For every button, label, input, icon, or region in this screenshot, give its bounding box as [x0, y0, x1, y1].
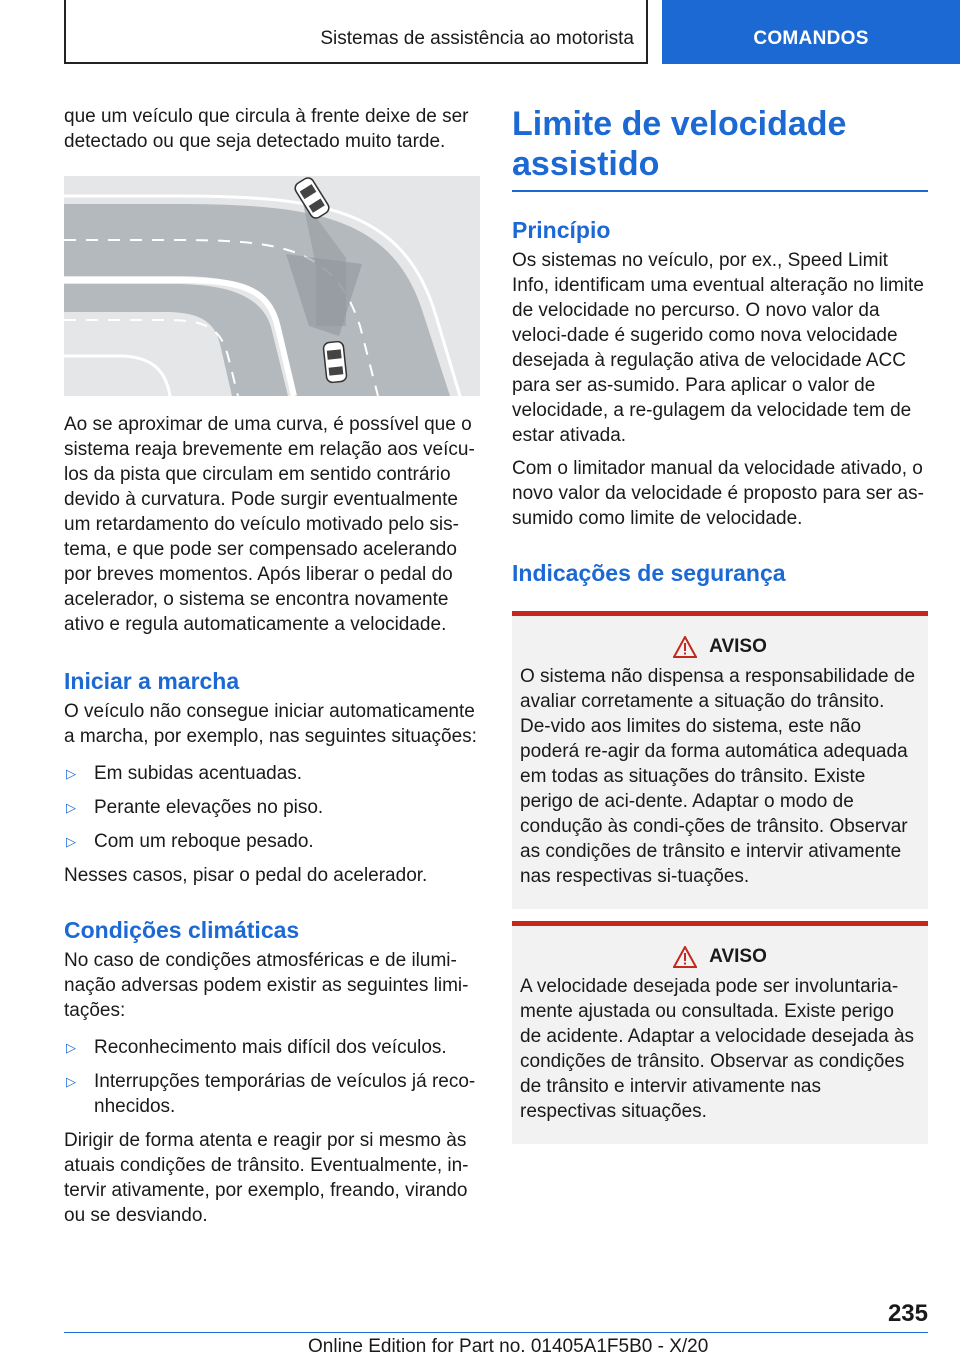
- warning-header: [520, 946, 920, 968]
- principle-heading: Princípio: [512, 217, 611, 243]
- warning-text: A velocidade desejada pode ser involuntaria-mente ajustada ou consultada. Existe perigo de acidente. Adaptar a velocidade desejada às condições de trânsito. Observar as condições de trânsito e intervir ativamente nas respectivas situações.: [520, 976, 915, 1122]
- warning-text: O sistema não dispensa a responsabilidade de avaliar corretamente a situação do trânsito. De-vido aos limites do sistema, este não poderá re-agir da forma automática adequada em todas as situações do trânsito. Existe perigo de aci-dente. Adaptar o modo de condução às condi-ções de trânsito. Observar as condições de trânsito e intervir ativamente nas respectivas si-tuações.: [520, 666, 916, 887]
- footer-divider: [64, 1332, 928, 1333]
- section-title: Limite de velocidade assistido: [512, 105, 847, 183]
- principle-text-1: Os sistemas no veículo, por ex., Speed Limit Info, identificam uma eventual alteração no limite de velocidade no percurso. O novo valor da veloci-dade é sugerido como nova velocidade desejada à regulação ativa de velocidade ACC para ser as-sumido. Para aplicar o valor de velocidade, a re-gulagem da velocidade tem de estar ativada.: [512, 250, 924, 446]
- list-item: ▷ Reconhecimento mais difícil dos veículos.: [66, 1037, 447, 1058]
- header-chapter-label: COMANDOS: [753, 28, 869, 49]
- left-column: [64, 104, 480, 1236]
- climate-after-text: Dirigir de forma atenta e reagir por si mesmo às atuais condições de trânsito. Eventualmente, in-tervir ativamente, por exemplo, freando, virando ou se desviando.: [64, 1130, 469, 1226]
- curve-text: Ao se aproximar de uma curva, é possível que o sistema reaja brevemente em relação aos veícu-los da pista que circulam em sentido contrário devido à curvatura. Pode surgir eventualmente um retardamento do veículo motivado pelo sis-tema, e que pode ser compensado acelerando por breves momentos. Após liberar o pedal do acelerador, o sistema se encontra novamente ativo e regula automaticamente a velocidade.: [64, 414, 475, 635]
- triangle-bullet-icon: ▷: [66, 1074, 76, 1089]
- climate-list: [64, 1035, 480, 1119]
- start-list: [64, 761, 480, 854]
- intro-text: que um veículo que circula à frente deixe de ser detectado ou que seja detectado muito tarde.: [64, 106, 469, 152]
- triangle-bullet-icon: ▷: [66, 800, 76, 815]
- footer-edition: Online Edition for Part no. 01405A1F5B0 - X/20: [308, 1336, 709, 1357]
- climate-text: No caso de condições atmosféricas e de ilumi-nação adversas podem existir as seguintes limi-tações:: [64, 950, 469, 1021]
- climate-heading: Condições climáticas: [64, 917, 300, 943]
- warning-header: [520, 636, 920, 658]
- triangle-bullet-icon: ▷: [66, 1040, 76, 1055]
- page-number: 235: [887, 1300, 928, 1327]
- safety-heading: Indicações de segurança: [512, 560, 786, 586]
- start-after-text: Nesses casos, pisar o pedal do acelerador.: [64, 865, 428, 886]
- list-item: ▷ Perante elevações no piso.: [66, 797, 324, 818]
- warning-label: AVISO: [709, 636, 767, 657]
- principle-text-2: Com o limitador manual da velocidade ativado, o novo valor da velocidade é proposto para ser as-sumido como limite de velocidade.: [512, 458, 924, 529]
- header-section-title: Sistemas de assistência ao motorista: [320, 28, 634, 49]
- list-item: ▷ Em subidas acentuadas.: [66, 763, 303, 784]
- list-item: ▷ Com um reboque pesado.: [66, 831, 314, 852]
- warning-box: [512, 921, 928, 1144]
- list-item: ▷ Interrupções temporárias de veículos já reco-nhecidos.: [66, 1071, 476, 1117]
- start-text: O veículo não consegue iniciar automaticamente a marcha, por exemplo, nas seguintes situações:: [64, 701, 477, 747]
- right-column: [512, 104, 928, 1156]
- warning-triangle-icon: [673, 946, 697, 968]
- header-chapter-tab[interactable]: [662, 0, 960, 64]
- curve-illustration: [64, 176, 480, 396]
- warning-triangle-icon: [673, 636, 697, 658]
- header-section: [64, 0, 648, 64]
- warning-label: AVISO: [709, 946, 767, 967]
- triangle-bullet-icon: ▷: [66, 834, 76, 849]
- title-divider: [512, 190, 928, 192]
- triangle-bullet-icon: ▷: [66, 766, 76, 781]
- start-heading: Iniciar a marcha: [64, 668, 240, 694]
- warning-box: [512, 611, 928, 909]
